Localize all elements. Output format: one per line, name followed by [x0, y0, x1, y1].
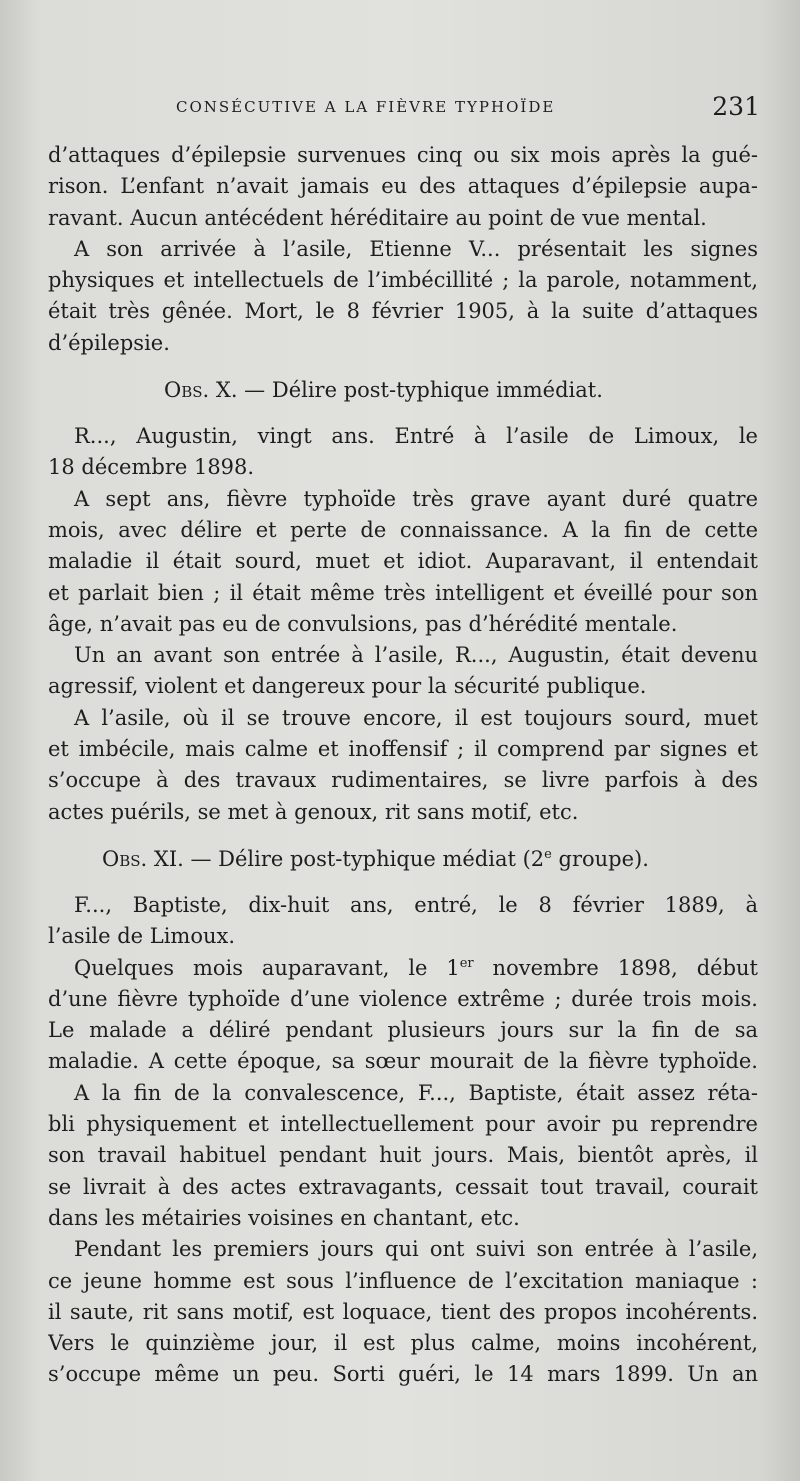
body-text [48, 140, 758, 1391]
text-line: physiques et intellectuels de l’imbécillité ; la parole, notamment, [48, 268, 758, 293]
text-line [48, 953, 758, 984]
text-line: bli physiquement et intellectuellement pour avoir pu reprendre [48, 1112, 758, 1137]
text-line: et parlait bien ; il était même très intelligent et éveillé pour son [48, 580, 758, 605]
text-line: A son arrivée à l’asile, Etienne V... présentait les signes [74, 236, 758, 261]
text-line: Un an avant son entrée à l’asile, R..., Augustin, était devenu [74, 643, 758, 668]
text-line: A l’asile, où il se trouve encore, il est toujours sourd, muet [74, 705, 758, 730]
text-line: s’occupe même un peu. Sorti guéri, le 14 mars 1899. Un an [48, 1362, 758, 1387]
observation-label: Obs. X. [164, 378, 238, 403]
text-line: R..., Augustin, vingt ans. Entré à l’asile de Limoux, le [74, 424, 758, 449]
observation-label: Obs. XI. [102, 846, 184, 871]
text-line: actes puérils, se met à genoux, rit sans motif, etc. [48, 799, 579, 824]
text-line: maladie. A cette époque, sa sœur mourait de la fièvre typhoïde. [48, 1049, 758, 1074]
text-line: Vers le quinzième jour, il est plus calme, moins incohérent, [48, 1331, 758, 1356]
text-line: âge, n’avait pas eu de convulsions, pas d’hérédité mentale. [48, 611, 678, 636]
observation-title-end: groupe). [551, 846, 649, 871]
text-segment: novembre 1898, début [473, 955, 758, 980]
text-line: d’une fièvre typhoïde d’une violence extrême ; durée trois mois. [48, 986, 758, 1011]
text-line: rison. L’enfant n’avait jamais eu des attaques d’épilepsie aupa- [48, 174, 758, 199]
text-line: mois, avec délire et perte de connaissance. A la fin de cette [48, 517, 758, 542]
text-line: A la fin de la convalescence, F..., Baptiste, était assez réta- [74, 1080, 758, 1105]
observation-heading-xi [48, 836, 758, 882]
text-line: se livrait à des actes extravagants, cessait tout travail, courait [48, 1174, 758, 1199]
page-number: 231 [712, 92, 760, 121]
text-line: agressif, violent et dangereux pour la sécurité publique. [48, 674, 647, 699]
observation-title: — Délire post-typhique immédiat. [237, 378, 603, 403]
text-line: Le malade a déliré pendant plusieurs jours sur la fin de sa [48, 1018, 758, 1043]
page-header [48, 92, 760, 126]
text-line: était très gênée. Mort, le 8 février 1905, à la suite d’attaques [48, 299, 758, 324]
superscript: er [459, 955, 474, 971]
text-line: maladie il était sourd, muet et idiot. Auparavant, il entendait [48, 549, 758, 574]
superscript: e [544, 846, 552, 862]
text-line: s’occupe à des travaux rudimentaires, se livre parfois à des [48, 768, 758, 793]
text-line: d’épilepsie. [48, 330, 170, 355]
text-line: ce jeune homme est sous l’influence de l’excitation maniaque : [48, 1268, 758, 1293]
observation-heading-x [48, 367, 758, 413]
text-segment: Quelques mois auparavant, le 1 [74, 955, 460, 980]
observation-title: — Délire post-typhique médiat (2 [183, 846, 545, 871]
text-line: A sept ans, fièvre typhoïde très grave ayant duré quatre [74, 486, 758, 511]
text-line: l’asile de Limoux. [48, 924, 236, 949]
text-line: son travail habituel pendant huit jours. Mais, bientôt après, il [48, 1143, 758, 1168]
text-line: et imbécile, mais calme et inoffensif ; il comprend par signes et [48, 737, 758, 762]
text-line: d’attaques d’épilepsie survenues cinq ou six mois après la gué- [48, 143, 758, 167]
text-line: F..., Baptiste, dix-huit ans, entré, le 8 février 1889, à [74, 892, 758, 917]
running-head: CONSÉCUTIVE A LA FIÈVRE TYPHOÏDE [176, 98, 556, 116]
text-line: Pendant les premiers jours qui ont suivi son entrée à l’asile, [74, 1237, 758, 1262]
text-line: ravant. Aucun antécédent héréditaire au point de vue mental. [48, 205, 707, 230]
text-line: 18 décembre 1898. [48, 455, 255, 480]
text-line: il saute, rit sans motif, est loquace, tient des propos incohérents. [48, 1299, 758, 1324]
text-line: dans les métairies voisines en chantant, etc. [48, 1205, 520, 1230]
